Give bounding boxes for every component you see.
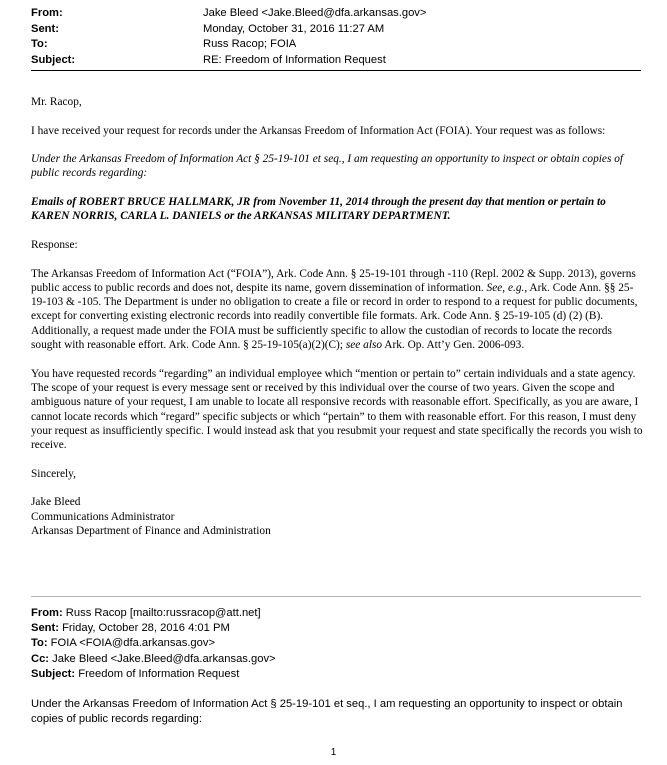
email-body xyxy=(31,95,643,538)
signature-name: Jake Bleed xyxy=(31,496,81,509)
sent-label: Sent: xyxy=(31,22,59,35)
fwd-cc-row xyxy=(31,652,276,667)
fwd-subject-value: Freedom of Information Request xyxy=(75,667,240,680)
fwd-sent-row xyxy=(31,621,276,636)
page-number: 1 xyxy=(330,747,337,758)
header-to-row xyxy=(31,37,426,53)
quoted-request: Under the Arkansas Freedom of Information Act § 25-19-101 et seq., I am requesting an opportunity to inspect or obtain copies of public records regarding: xyxy=(31,153,624,180)
fwd-cc-label: Cc: xyxy=(31,652,50,665)
fwd-subject-label: Subject: xyxy=(31,667,76,680)
from-value[interactable]: Jake Bleed <Jake.Bleed@dfa.arkansas.gov> xyxy=(203,7,427,19)
header-from-row xyxy=(31,6,426,22)
response-paragraph-1 xyxy=(31,267,643,353)
to-label: To: xyxy=(31,38,48,50)
fwd-from-row xyxy=(31,606,276,621)
forwarded-divider xyxy=(31,596,641,597)
forwarded-body: Under the Arkansas Freedom of Information Act § 25-19-101 et seq., I am requesting an opportunity to inspect or obtain copies of public records regarding: xyxy=(31,698,623,726)
para1-part-c: Ark. Op. Att’y Gen. 2006-093. xyxy=(382,339,525,352)
signature-title: Communications Administrator xyxy=(31,510,175,523)
fwd-to-label: To: xyxy=(31,637,48,650)
response-label: Response: xyxy=(31,238,78,251)
to-value[interactable]: Russ Racop; FOIA xyxy=(203,38,297,50)
para1-see: See, e.g., xyxy=(486,281,528,294)
fwd-sent-value: Friday, October 28, 2016 4:01 PM xyxy=(58,622,230,635)
email-header xyxy=(31,6,426,68)
fwd-sent-label: Sent: xyxy=(31,622,59,635)
fwd-to-value[interactable]: FOIA <FOIA@dfa.arkansas.gov> xyxy=(47,637,215,650)
para1-part-b: Ark. Code Ann. §§ 25-19-103 & -105. The Department is under no obligation to create a file or record in order to respond to a request for public documents, except for converting existing electronic records into readily convertible file formats. Ark. Code Ann. § 25-19-105 (d) (2) (B). Additionally, a request made under the FOIA must be sufficiently specific to allow the custodian of records to locate the records sought with reasonable effort. Ark. Code Ann. § 25-19-105(a)(2)(C); xyxy=(31,281,638,352)
para1-part-a: The Arkansas Freedom of Information Act (“FOIA”), Ark. Code Ann. § 25-19-101 through -110 (Repl. 2002 & Supp. 2013), governs public access to public records and does not, despite its name, govern dissemination of information. xyxy=(31,267,636,294)
header-subject-row xyxy=(31,53,426,69)
fwd-cc-value[interactable]: Jake Bleed <Jake.Bleed@dfa.arkansas.gov> xyxy=(49,652,276,665)
subject-label: Subject: xyxy=(31,53,76,66)
header-divider xyxy=(31,70,641,71)
fwd-from-value[interactable]: Russ Racop [mailto:russracop@att.net] xyxy=(62,607,261,619)
subject-value: RE: Freedom of Information Request xyxy=(203,53,386,66)
header-sent-row xyxy=(31,22,426,38)
quoted-emails: Emails of ROBERT BRUCE HALLMARK, JR from November 11, 2014 through the present day that mention or pertain to KAREN NORRIS, CARLA L. DANIELS or the ARKANSAS MILITARY DEPARTMENT. xyxy=(31,196,606,223)
fwd-subject-row xyxy=(31,667,276,682)
signature-org: Arkansas Department of Finance and Administration xyxy=(31,524,271,537)
fwd-to-row xyxy=(31,636,276,651)
response-paragraph-2: You have requested records “regarding” an individual employee which “mention or pertain to” certain individuals and a state agency. The scope of your request is every message sent or received by this individual over the course of two years. Given the scope and ambiguous nature of your request, I am unable to locate all responsive records with reasonable effort. Specifically, as you are aware, I cannot locate records which “regard” specific subjects or which “pertain” to them with reasonable effort. For this reason, I must deny your request as insufficiently specific. I would instead ask that you resubmit your request and state specifically the records you wish to receive. xyxy=(31,367,643,452)
forwarded-header xyxy=(31,606,276,682)
greeting: Mr. Racop, xyxy=(31,96,82,108)
para1-see-also: see also xyxy=(345,339,383,352)
fwd-from-label: From: xyxy=(31,607,63,619)
closing: Sincerely, xyxy=(31,467,76,480)
sent-value: Monday, October 31, 2016 11:27 AM xyxy=(203,22,385,35)
intro-paragraph: I have received your request for records under the Arkansas Freedom of Information Act (FOIA). Your request was as follows: xyxy=(31,124,606,137)
from-label: From: xyxy=(31,7,63,19)
